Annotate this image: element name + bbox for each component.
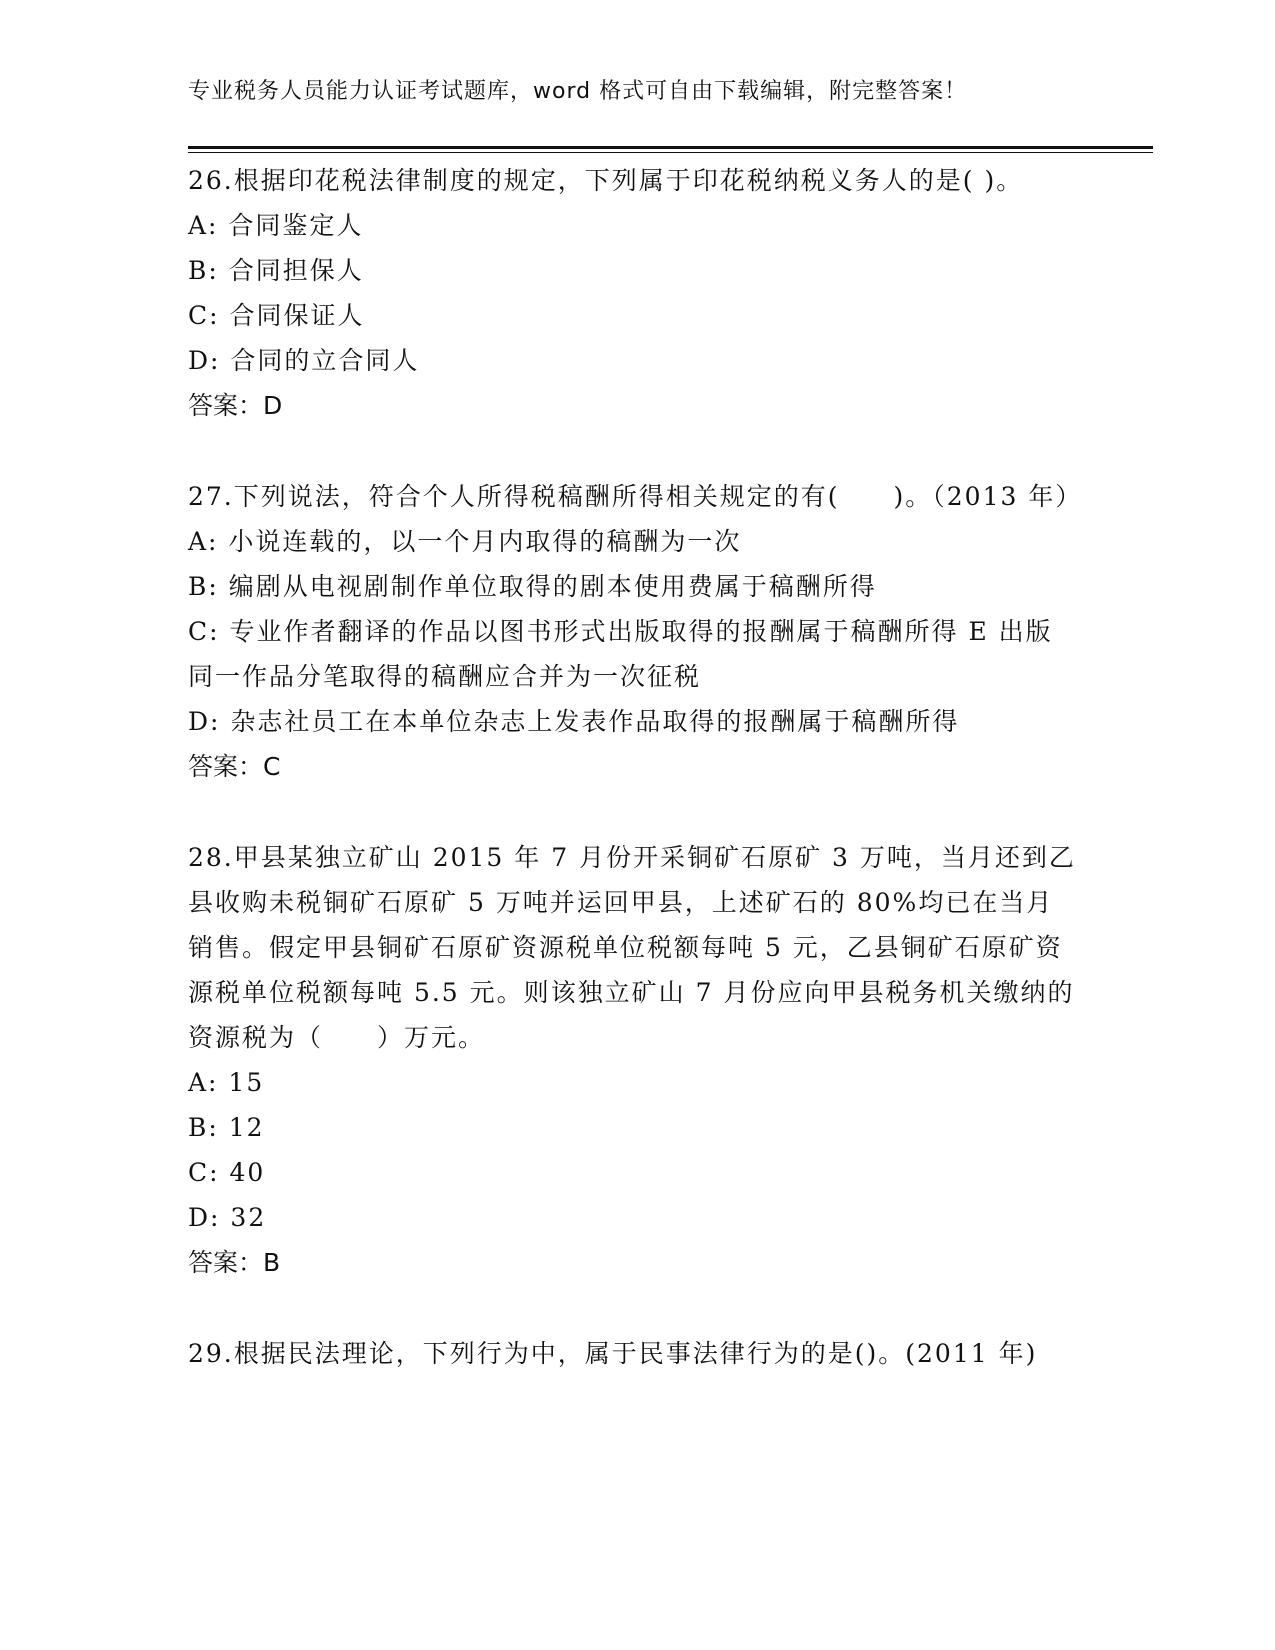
answer: 答案：D <box>188 391 283 420</box>
question-28 <box>188 835 1078 1285</box>
question-list <box>188 158 1083 1422</box>
option-a: A: 15 <box>188 1068 265 1097</box>
header-rule-thin <box>188 152 1153 153</box>
option-b: B: 合同担保人 <box>188 256 364 285</box>
option-d: D: 合同的立合同人 <box>188 346 420 375</box>
question-27 <box>188 474 1083 789</box>
question-29 <box>188 1331 1078 1376</box>
option-c: C: 专业作者翻译的作品以图书形式出版取得的报酬属于稿酬所得 E 出版同一作品分笔取得的稿酬应合并为一次征税 <box>188 617 1053 691</box>
question-stem: 27.下列说法，符合个人所得税稿酬所得相关规定的有( )。（2013 年） <box>188 482 1083 511</box>
option-c: C: 40 <box>188 1158 266 1187</box>
option-a: A: 小说连载的，以一个月内取得的稿酬为一次 <box>188 527 742 556</box>
question-stem: 28.甲县某独立矿山 2015 年 7 月份开采铜矿石原矿 3 万吨，当月还到乙县收购未税铜矿石原矿 5 万吨并运回甲县，上述矿石的 80%均已在当月销售。假定甲县铜矿石原矿资源税单位税额每吨 5 元，乙县铜矿石原矿资源税单位税额每吨 5.5 元。则该独立矿山 7 月份应向甲县税务机关缴纳的资源税为（ ）万元。 <box>188 843 1076 1052</box>
option-d: D: 杂志社员工在本单位杂志上发表作品取得的报酬属于稿酬所得 <box>188 707 960 736</box>
option-d: D: 32 <box>188 1203 267 1232</box>
page-header: 专业税务人员能力认证考试题库，word 格式可自由下载编辑，附完整答案！ <box>188 79 968 104</box>
option-b: B: 编剧从电视剧制作单位取得的剧本使用费属于稿酬所得 <box>188 572 877 601</box>
option-c: C: 合同保证人 <box>188 301 365 330</box>
question-stem: 26.根据印花税法律制度的规定，下列属于印花税纳税义务人的是( )。 <box>188 166 1024 195</box>
question-stem: 29.根据民法理论，下列行为中，属于民事法律行为的是()。(2011 年) <box>188 1339 1038 1368</box>
option-a: A: 合同鉴定人 <box>188 211 364 240</box>
answer: 答案：B <box>188 1248 281 1277</box>
question-26 <box>188 158 1078 428</box>
option-b: B: 12 <box>188 1113 265 1142</box>
header-rule-thick <box>188 146 1153 149</box>
answer: 答案：C <box>188 752 281 781</box>
